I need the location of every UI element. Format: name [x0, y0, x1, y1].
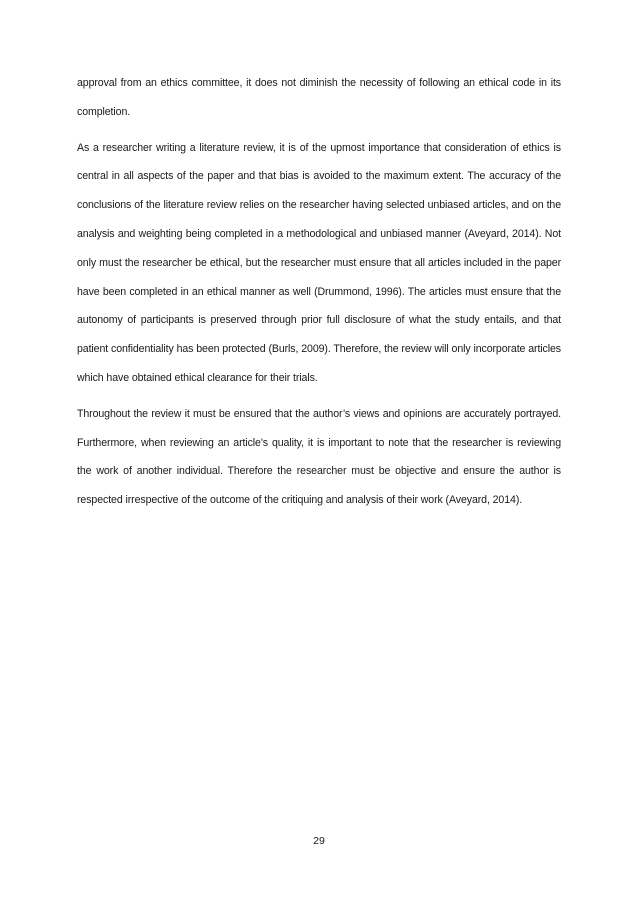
paragraph-2: As a researcher writing a literature review, it is of the upmost importance that consideration of ethics is central in all aspects of the paper and that bias is avoided to the maximum extent. The accuracy of the conclusions of the literature review relies on the researcher having selected unbiased articles, and on the analysis and weighting being completed in a methodological and unbiased manner (Aveyard, 2014). Not only must the researcher be ethical, but the researcher must ensure that all articles included in the paper have been completed in an ethical manner as well (Drummond, 1996). The articles must ensure that the autonomy of participants is preserved through prior full disclosure of what the study entails, and that patient confidentiality has been protected (Burls, 2009). Therefore, the review will only incorporate articles which have obtained ethical clearance for their trials. — [77, 141, 561, 384]
body-text — [77, 69, 561, 515]
paragraph-3: Throughout the review it must be ensured that the author’s views and opinions are accurately portrayed. Furthermore, when reviewing an article's quality, it is important to note that the researcher is reviewing the work of another individual. Therefore the researcher must be objective and ensure the author is respected irrespective of the outcome of the critiquing and analysis of their work (Aveyard, 2014). — [77, 407, 561, 507]
page-number: 29 — [313, 835, 325, 847]
paragraph-1: approval from an ethics committee, it does not diminish the necessity of following an ethical code in its completion. — [77, 77, 561, 118]
